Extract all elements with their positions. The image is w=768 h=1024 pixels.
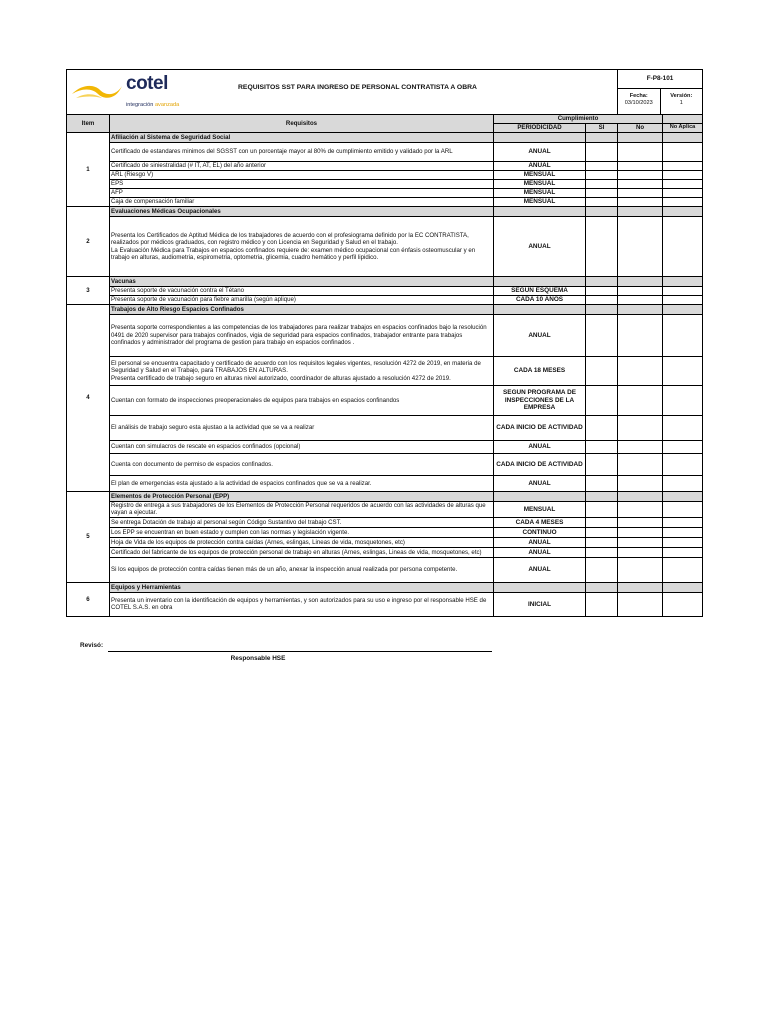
section-title: Evaluaciones Médicas Ocupacionales: [110, 207, 494, 217]
si-check-cell[interactable]: [586, 198, 618, 207]
requirement-text: Presenta soporte de vacunación para fiebre amarilla (según aplique): [111, 296, 296, 304]
no-check-cell[interactable]: [618, 557, 663, 582]
periodicidad-value: MENSUAL: [494, 198, 586, 207]
requirement-text: Hoja de Vida de los equipos de protección contra caídas (Arnes, eslingas, Lineas de vida, mosquetones, etc): [111, 538, 405, 546]
si-check-cell[interactable]: [586, 537, 618, 547]
si-check-cell[interactable]: [586, 143, 618, 162]
requirement-text: Se entrega Dotación de trabajo al personal según Código Sustantivo del trabajo CST.: [111, 518, 342, 526]
requirement-row: [67, 217, 703, 277]
section-title: Vacunas: [110, 277, 494, 287]
periodicidad-value: MENSUAL: [494, 189, 586, 198]
requirement-text: Certificado de siniestralidad (# IT, AT, EL) del año anterior: [111, 162, 267, 170]
no-aplica-check-cell[interactable]: [663, 180, 703, 189]
section-fill-cell: [663, 582, 703, 592]
si-check-cell[interactable]: [586, 171, 618, 180]
fecha-label: Fecha:: [629, 93, 648, 99]
section-fill-cell: [494, 582, 586, 592]
no-aplica-check-cell[interactable]: [663, 441, 703, 454]
no-aplica-check-cell[interactable]: [663, 198, 703, 207]
item-number: 4: [67, 305, 110, 492]
section-header-row: [67, 305, 703, 315]
periodicidad-value: MENSUAL: [494, 180, 586, 189]
si-check-cell[interactable]: [586, 527, 618, 537]
version-label: Versión:: [670, 93, 693, 99]
requirement-cell: [110, 217, 494, 277]
no-check-cell[interactable]: [618, 537, 663, 547]
item-number: 6: [67, 582, 110, 616]
section-fill-cell: [618, 277, 663, 287]
no-aplica-check-cell[interactable]: [663, 476, 703, 492]
no-check-cell[interactable]: [618, 517, 663, 527]
brand-tagline: [126, 102, 179, 109]
item-number: 3: [67, 277, 110, 305]
requirement-cell: [110, 287, 494, 296]
section-fill-cell: [494, 492, 586, 502]
si-check-cell[interactable]: [586, 502, 618, 518]
requirement-text: AFP: [111, 189, 123, 197]
no-check-cell[interactable]: [618, 476, 663, 492]
fecha-value: 03/10/2023: [624, 100, 653, 107]
requirement-row: [67, 180, 703, 189]
no-aplica-check-cell[interactable]: [663, 527, 703, 537]
requirement-cell: [110, 547, 494, 557]
requirement-row: [67, 527, 703, 537]
requirement-row: [67, 416, 703, 441]
requirement-row: [67, 162, 703, 171]
requirement-text: EPS: [111, 180, 124, 188]
reviso-label: Revisó:: [80, 642, 104, 649]
requirement-text-continued: La Evaluación Médica para Trabajos en espacios confinados requiere de: examen médico ocupacional con énfasis osteomuscular y en trabajo en alturas, audiometria, espirometria, optometria, glicemia, cuadro hemático y perfil lipidico.: [111, 246, 476, 261]
requirement-cell: [110, 386, 494, 416]
col-cumplimiento-header: Cumplimiento: [494, 115, 663, 124]
si-check-cell[interactable]: [586, 517, 618, 527]
col-si-header: SI: [586, 124, 618, 133]
requirement-row: [67, 454, 703, 476]
no-aplica-check-cell[interactable]: [663, 416, 703, 441]
periodicidad-value: ANUAL: [494, 315, 586, 357]
version-value: 1: [679, 100, 683, 107]
periodicidad-value: ANUAL: [494, 162, 586, 171]
requirement-text: Cuenta con documento de permiso de espacios confinados.: [111, 460, 273, 468]
periodicidad-value: ANUAL: [494, 441, 586, 454]
requirement-cell: [110, 592, 494, 616]
requirement-text: Cuentan con formato de inspecciones preoperacionales de equipos para trabajos en espacios confinandos: [111, 396, 400, 404]
requirement-cell: [110, 517, 494, 527]
si-check-cell[interactable]: [586, 287, 618, 296]
requirement-cell: [110, 357, 494, 386]
doc-code: F-P8-101: [618, 70, 702, 89]
si-check-cell[interactable]: [586, 189, 618, 198]
section-fill-cell: [586, 305, 618, 315]
requirement-cell: [110, 476, 494, 492]
periodicidad-value: ANUAL: [494, 557, 586, 582]
no-check-cell[interactable]: [618, 171, 663, 180]
section-header-row: [67, 133, 703, 143]
no-check-cell[interactable]: [618, 315, 663, 357]
si-check-cell[interactable]: [586, 180, 618, 189]
requirement-text: Certificado de estandares minimos del SGSST con un porcentaje mayor al 80% de cumplimiento emitido y validado por la ARL: [111, 148, 453, 156]
no-aplica-check-cell[interactable]: [663, 357, 703, 386]
col-item-header: Item: [67, 115, 110, 133]
si-check-cell[interactable]: [586, 454, 618, 476]
document-title: REQUISITOS SST PARA INGRESO DE PERSONAL CONTRATISTA A OBRA: [238, 84, 477, 91]
no-check-cell[interactable]: [618, 454, 663, 476]
section-header-row: [67, 492, 703, 502]
col-no-aplica-header: No Aplica: [663, 124, 703, 133]
section-fill-cell: [663, 277, 703, 287]
si-check-cell[interactable]: [586, 416, 618, 441]
requirement-text: Cuentan con simulacros de rescate en espacios confinados (opcional): [111, 443, 301, 451]
requirement-text: El plan de emergencias esta ajustado a la actividad de espacios confinados que se va a realizar.: [111, 479, 372, 487]
no-check-cell[interactable]: [618, 287, 663, 296]
periodicidad-value: CADA 18 MESES: [494, 357, 586, 386]
requirement-row: [67, 502, 703, 518]
requirement-cell: [110, 454, 494, 476]
no-check-cell[interactable]: [618, 296, 663, 305]
requirement-row: [67, 296, 703, 305]
periodicidad-value: SEGUN PROGRAMA DE INSPECCIONES DE LA EMPRESA: [494, 386, 586, 416]
cotel-logo: [68, 72, 493, 112]
no-aplica-check-cell[interactable]: [663, 315, 703, 357]
requirement-text: Presenta soporte correspondientes a las competencias de los trabajadores para realizar trabajos en espacios confinados bajo la resolución 0491 de 2020 supervisor para trabajos confinados, vigia de seguridad para espacios confinados, trabajador entrante para trabajos confinados y administrador del programa de gestion para trabajo en espacios confinados .: [111, 324, 487, 347]
periodicidad-value: INICIAL: [494, 592, 586, 616]
requirement-text: Presenta un inventario con la identificación de equipos y herramientas, y son autorizados para su uso e ingreso por el responsable HSE de COTEL S.A.S. en obra: [111, 596, 487, 612]
header-spacer: [494, 70, 618, 115]
no-check-cell[interactable]: [618, 162, 663, 171]
requirement-text: Si los equipos de protección contra caídas tienen más de un año, anexar la inspección anual realizada por persona competente.: [111, 566, 458, 574]
requirement-row: [67, 198, 703, 207]
version-box: [661, 89, 703, 114]
no-check-cell[interactable]: [618, 198, 663, 207]
no-aplica-check-cell[interactable]: [663, 171, 703, 180]
requirement-cell: [110, 502, 494, 518]
periodicidad-value: ANUAL: [494, 537, 586, 547]
no-aplica-check-cell[interactable]: [663, 547, 703, 557]
requirement-text-continued: Presenta certificado de trabajo seguro en alturas nivel autorizado, coordinador de alturas ajustado a resolución 4272 de 2019.: [111, 374, 451, 382]
periodicidad-value: ANUAL: [494, 476, 586, 492]
si-check-cell[interactable]: [586, 441, 618, 454]
requirement-cell: [110, 296, 494, 305]
si-check-cell[interactable]: [586, 296, 618, 305]
requirement-row: [67, 287, 703, 296]
no-check-cell[interactable]: [618, 180, 663, 189]
fecha-box: [618, 89, 661, 114]
item-number: 5: [67, 492, 110, 583]
no-check-cell[interactable]: [618, 217, 663, 277]
periodicidad-value: CADA INICIO DE ACTIVIDAD: [494, 454, 586, 476]
section-header-row: [67, 277, 703, 287]
periodicidad-value: CADA INICIO DE ACTIVIDAD: [494, 416, 586, 441]
requirement-cell: [110, 180, 494, 189]
requirement-cell: [110, 441, 494, 454]
requirement-text: El análisis de trabajo seguro esta ajustao a la actividad que se va a realizar: [111, 424, 315, 432]
item-number: 2: [67, 207, 110, 277]
no-aplica-check-cell[interactable]: [663, 189, 703, 198]
no-aplica-check-cell[interactable]: [663, 386, 703, 416]
requirement-cell: [110, 198, 494, 207]
section-title: Equipos y Herramientas: [110, 582, 494, 592]
no-aplica-check-cell[interactable]: [663, 296, 703, 305]
requirement-text: Presenta los Certificados de Aptitud Médica de los trabajadores de acuerdo con el profesiograma definido por la EC CONTRATISTA, realizados por médicos graduados, con registro médico y con Licencia en Seguridad y Salud en el trabajo.: [111, 231, 469, 247]
no-check-cell[interactable]: [618, 547, 663, 557]
section-fill-cell: [618, 582, 663, 592]
requirement-cell: [110, 416, 494, 441]
requirement-row: [67, 517, 703, 527]
tagline-part-a: integración: [126, 102, 154, 108]
no-aplica-check-cell[interactable]: [663, 287, 703, 296]
requirement-text: Certificado del fabricante de los equipos de protección personal de trabajo en alturas (Arnes, eslingas, Lineas de vida, mosquetones, etc): [111, 548, 482, 556]
section-fill-cell: [494, 277, 586, 287]
requirement-text: El personal se encuentra capacitado y certificado de acuerdo con los requisitos legales vigentes, resolución 4272 de 2019, en materia de Seguridad y Salud en el Trabajo, para TRABAJOS EN ALTURAS.: [111, 359, 481, 375]
no-aplica-check-cell[interactable]: [663, 592, 703, 616]
requirement-row: [67, 441, 703, 454]
no-check-cell[interactable]: [618, 441, 663, 454]
section-fill-cell: [663, 133, 703, 143]
si-check-cell[interactable]: [586, 476, 618, 492]
periodicidad-value: ANUAL: [494, 547, 586, 557]
requirement-cell: [110, 527, 494, 537]
requirement-row: [67, 547, 703, 557]
section-header-row: [67, 582, 703, 592]
no-check-cell[interactable]: [618, 592, 663, 616]
requirement-row: [67, 189, 703, 198]
requirement-text: Presenta soporte de vacunación contra el Tétano: [111, 287, 245, 295]
signature-line: [108, 651, 492, 652]
periodicidad-value: SEGUN ESQUEMA: [494, 287, 586, 296]
no-check-cell[interactable]: [618, 189, 663, 198]
section-header-row: [67, 207, 703, 217]
logo-area: [67, 70, 494, 115]
requirement-row: [67, 357, 703, 386]
section-fill-cell: [586, 207, 618, 217]
section-fill-cell: [494, 207, 586, 217]
requirement-cell: [110, 189, 494, 198]
responsable-label: Responsable HSE: [230, 655, 286, 662]
section-title: Afiliación al Sistema de Seguridad Social: [110, 133, 494, 143]
no-aplica-check-cell[interactable]: [663, 537, 703, 547]
no-aplica-check-cell[interactable]: [663, 162, 703, 171]
col-requisitos-header: Requisitos: [110, 115, 494, 133]
no-aplica-check-cell[interactable]: [663, 454, 703, 476]
no-check-cell[interactable]: [618, 502, 663, 518]
si-check-cell[interactable]: [586, 315, 618, 357]
requirement-cell: [110, 315, 494, 357]
requirement-row: [67, 537, 703, 547]
periodicidad-value: CONTINUO: [494, 527, 586, 537]
swoosh-icon: [70, 80, 124, 102]
no-aplica-check-cell[interactable]: [663, 217, 703, 277]
si-check-cell[interactable]: [586, 592, 618, 616]
periodicidad-value: ANUAL: [494, 143, 586, 162]
checklist-sheet: [66, 69, 702, 617]
section-title: Trabajos de Alto Riesgo Espacios Confinados: [110, 305, 494, 315]
no-aplica-check-cell[interactable]: [663, 517, 703, 527]
section-fill-cell: [494, 305, 586, 315]
periodicidad-value: CADA 4 MESES: [494, 517, 586, 527]
si-check-cell[interactable]: [586, 557, 618, 582]
section-fill-cell: [663, 305, 703, 315]
si-check-cell[interactable]: [586, 217, 618, 277]
periodicidad-value: ANUAL: [494, 217, 586, 277]
section-fill-cell: [586, 133, 618, 143]
no-check-cell[interactable]: [618, 357, 663, 386]
requirement-text: Caja de compensación familiar: [111, 198, 195, 206]
col-no-header: No: [618, 124, 663, 133]
doc-control-box: [618, 70, 703, 115]
section-fill-cell: [494, 133, 586, 143]
si-check-cell[interactable]: [586, 547, 618, 557]
requirement-row: [67, 315, 703, 357]
requirement-row: [67, 557, 703, 582]
section-fill-cell: [618, 207, 663, 217]
requirement-row: [67, 592, 703, 616]
section-fill-cell: [586, 582, 618, 592]
requirement-cell: [110, 171, 494, 180]
no-aplica-check-cell[interactable]: [663, 502, 703, 518]
section-fill-cell: [586, 492, 618, 502]
brand-name: cotel: [126, 73, 168, 94]
requirement-cell: [110, 143, 494, 162]
no-aplica-check-cell[interactable]: [663, 557, 703, 582]
requirement-cell: [110, 162, 494, 171]
si-check-cell[interactable]: [586, 162, 618, 171]
tagline-part-b: avanzada: [154, 102, 180, 108]
item-number: 1: [67, 133, 110, 207]
requirement-text: ARL (Riesgo V): [111, 171, 154, 179]
requirement-text: Los EPP se encuentran en buen estado y cumplen con las normas y legislación vigente.: [111, 528, 350, 536]
requirements-table: [66, 69, 703, 617]
no-check-cell[interactable]: [618, 527, 663, 537]
section-fill-cell: [586, 277, 618, 287]
section-fill-cell: [663, 207, 703, 217]
requirement-row: [67, 386, 703, 416]
requirement-cell: [110, 537, 494, 547]
periodicidad-value: MENSUAL: [494, 171, 586, 180]
no-check-cell[interactable]: [618, 416, 663, 441]
no-check-cell[interactable]: [618, 143, 663, 162]
requirement-cell: [110, 557, 494, 582]
si-check-cell[interactable]: [586, 357, 618, 386]
requirement-row: [67, 143, 703, 162]
section-fill-cell: [663, 492, 703, 502]
section-fill-cell: [618, 133, 663, 143]
requirement-text: Registro de entrega a sus trabajadores de los Elementos de Protección Personal requeridos de acuerdo con las actividades de alturas que vayan a ejecutar.: [111, 502, 486, 517]
periodicidad-value: MENSUAL: [494, 502, 586, 518]
no-check-cell[interactable]: [618, 386, 663, 416]
requirement-row: [67, 476, 703, 492]
requirement-row: [67, 171, 703, 180]
si-check-cell[interactable]: [586, 386, 618, 416]
periodicidad-value: CADA 10 AÑOS: [494, 296, 586, 305]
no-aplica-check-cell[interactable]: [663, 143, 703, 162]
header-empty-cell: [663, 115, 703, 124]
section-fill-cell: [618, 492, 663, 502]
col-periodicidad-header: PERIODICIDAD: [494, 124, 586, 133]
section-title: Elementos de Protección Personal (EPP): [110, 492, 494, 502]
section-fill-cell: [618, 305, 663, 315]
